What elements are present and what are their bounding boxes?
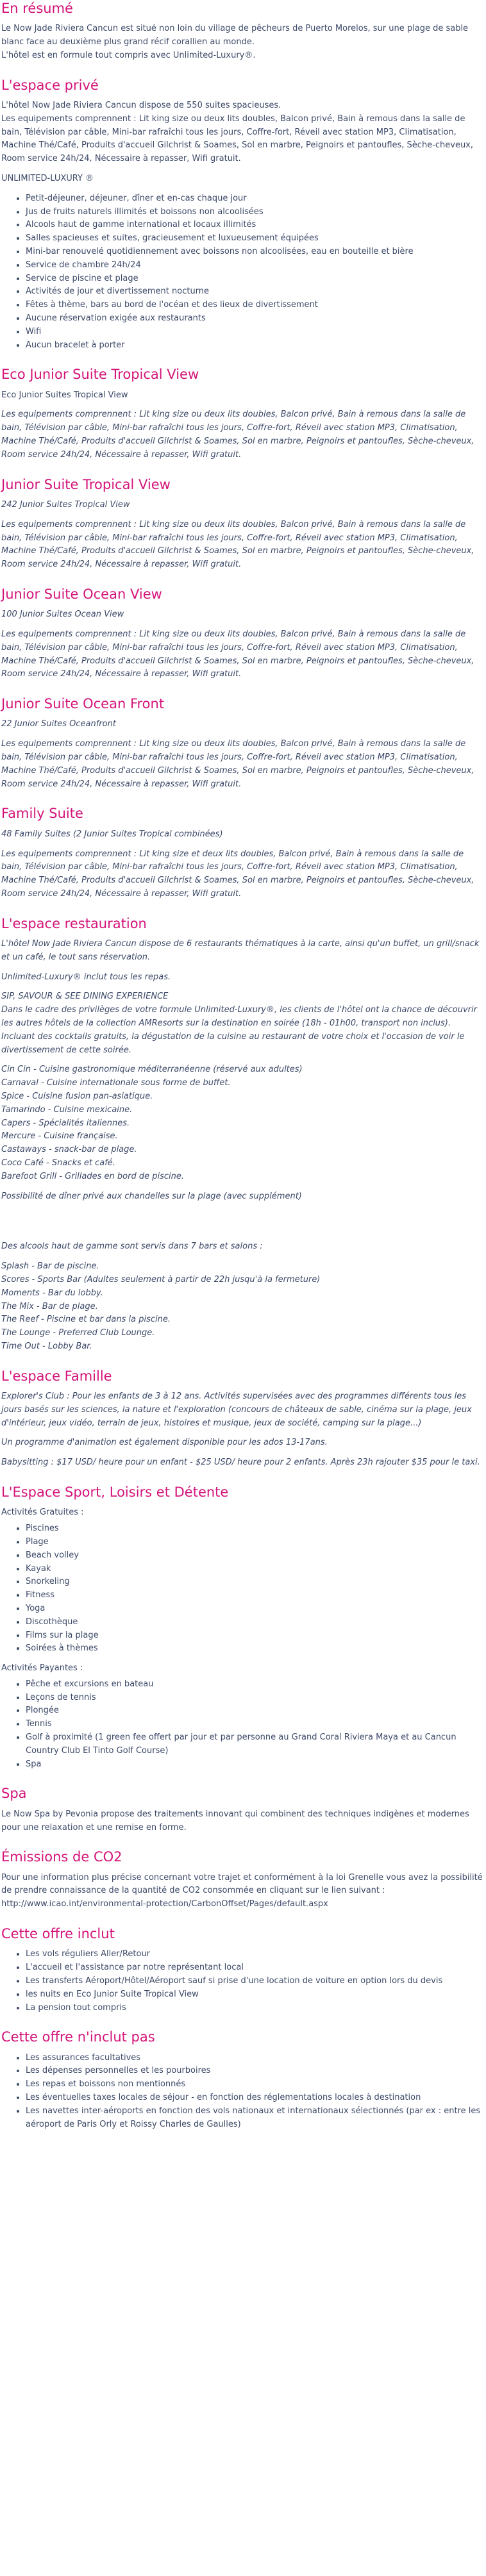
list-item: • Pêche et excursions en bateau [26,1678,486,1691]
room-subtitle: 100 Junior Suites Ocean View [1,610,124,620]
sip-title: SIP, SAVOUR & SEE DINING EXPERIENCE [1,992,169,1002]
list-item: • Films sur la plage [26,1629,486,1643]
excludes-section [1,2029,486,2131]
restaurants-intro: L'hôtel Now Jade Riviera Cancun dispose de 6 restaurants thématiques à la carte, ainsi qu'un buffet, un grill/snack et un café, le tout sans réservation. [1,939,480,962]
list-item: Castaways - snack-bar de plage. [1,1145,137,1155]
list-item: • Fitness [26,1589,486,1602]
excludes-list [1,2052,486,2132]
room-section-junior-ocean-view [1,586,486,681]
room-section-family-suite [1,805,486,901]
room-subtitle: 48 Family Suites (2 Junior Suites Tropical combinées) [1,829,223,839]
room-equipment: Les equipements comprennent : Lit king size et deux lits doubles, Balcon privé, Bain à remous dans la salle de bain, Télévision par câble, Mini-bar rafraîchi tous les jours, Coffre-fort, Réveil avec station MP3, Climatisation, Machine Thé/Café, Produits d'accueil Gilchrist & Soames, Sol en marbre, Peignoirs et pantoufles, Sèche-cheveux, Room service 24h/24, Nécessaire à repasser, Wifi gratuit. [1,849,474,899]
list-item: • Piscines [26,1522,486,1536]
includes-title: Cette offre inclut [1,1926,115,1942]
unlimited-luxury-list [1,192,486,353]
list-item: • Kayak [26,1563,486,1576]
list-item: • Les éventuelles taxes locales de séjour - en fonction des réglementations locales à destination [26,2091,486,2105]
list-item: • Les vols réguliers Aller/Retour [26,1948,486,1961]
list-item: • Leçons de tennis [26,1691,486,1705]
list-item: Cin Cin - Cuisine gastronomique méditerranéenne (réservé aux adultes) [1,1065,303,1075]
list-item: • Plage [26,1536,486,1549]
list-item: • Tennis [26,1718,486,1731]
room-equipment: Les equipements comprennent : Lit king size ou deux lits doubles, Balcon privé, Bain à remous dans la salle de bain, Télévision par câble, Mini-bar rafraîchi tous les jours, Coffre-fort, Réveil avec station MP3, Climatisation, Machine Thé/Café, Produits d'accueil Gilchrist & Soames, Sol en marbre, Peignoirs et pantoufles, Sèche-cheveux, Room service 24h/24, Nécessaire à repasser, Wifi gratuit. [1,739,474,789]
list-item: Tamarindo - Cuisine mexicaine. [1,1104,133,1115]
list-item: • L'accueil et l'assistance par notre représentant local [26,1961,486,1975]
summary-text: Le Now Jade Riviera Cancun est situé non loin du village de pêcheurs de Puerto Morelos, sur une plage de sable blanc face au deuxième plus grand récif corallien au monde. [1,24,469,47]
list-item: • Discothèque [26,1616,486,1629]
list-item: The Mix - Bar de plage. [1,1301,98,1311]
list-item: • Les navettes inter-aéroports en fonction des vols nationaux et internationaux sélectionnés (par ex : entre les aéroport de Paris Orly et Roissy Charles de Gaulles) [26,2105,486,2132]
spa-title: Spa [1,1786,27,1802]
room-subtitle: 242 Junior Suites Tropical View [1,499,130,510]
list-item: • Spa [26,1758,486,1772]
list-item: • Service de chambre 24h/24 [26,259,486,272]
summary-title: En résumé [1,1,73,16]
list-item: • Wifi [26,326,486,339]
bars-list [1,1260,486,1354]
list-item: Spice - Cuisine fusion pan-asiatique. [1,1092,153,1101]
list-item: • Petit-déjeuner, déjeuner, dîner et en-cas chaque jour [26,192,486,206]
private-space-intro: L'hôtel Now Jade Riviera Cancun dispose de 550 suites spacieuses. [1,100,281,110]
summary-section [1,0,486,63]
list-item: • Les transferts Aéroport/Hôtel/Aéroport sauf si prise d'une location de voiture en option lors du devis [26,1975,486,1988]
list-item: • Jus de fruits naturels illimités et boissons non alcoolisées [26,206,486,219]
list-item: • Soirées à thèmes [26,1642,486,1656]
room-title: Junior Suite Ocean Front [1,696,165,712]
free-activities-title: Activités Gratuites : [1,1508,84,1518]
list-item: • Activités de jour et divertissement nocturne [26,285,486,299]
list-item: • Mini-bar renouvelé quotidiennement avec boissons non alcoolisées, eau en bouteille et bière [26,245,486,259]
family-section [1,1368,486,1470]
list-item: • Les repas et boissons non mentionnés [26,2078,486,2091]
free-activities-list [1,1522,486,1656]
list-item: Time Out - Lobby Bar. [1,1341,92,1351]
spa-section [1,1785,486,1834]
restaurants-unlimited: Unlimited-Luxury® inclut tous les repas. [1,972,171,982]
unlimited-luxury-title: UNLIMITED-LUXURY ® [1,173,94,183]
room-subtitle: Eco Junior Suites Tropical View [1,390,128,400]
restaurant-list [1,1063,486,1183]
room-title: Junior Suite Ocean View [1,586,162,602]
summary-text-2: L'hôtel est en formule tout compris avec Unlimited-Luxury®. [1,50,256,60]
list-item: • La pension tout compris [26,2002,486,2015]
spa-text: Le Now Spa by Pevonia propose des traitements innovant qui combinent des techniques indigènes et modernes pour une relaxation et une remise en forme. [1,1809,469,1832]
excludes-title: Cette offre n'inclut pas [1,2029,155,2045]
includes-list [1,1948,486,2015]
list-item: • Aucune réservation exigée aux restaurants [26,312,486,326]
room-title: Family Suite [1,806,83,822]
list-item: • Plongée [26,1704,486,1718]
room-section-junior-tropical [1,476,486,572]
list-item: • Les dépenses personnelles et les pourboires [26,2065,486,2078]
list-item: Carnaval - Cuisine internationale sous forme de buffet. [1,1078,231,1088]
private-space-title: L'espace privé [1,77,99,93]
room-section-junior-ocean-front [1,695,486,791]
list-item: • Service de piscine et plage [26,272,486,286]
list-item: Splash - Bar de piscine. [1,1261,99,1272]
sip-text: Dans le cadre des privilèges de votre formule Unlimited-Luxury®, les clients de l'hôtel ont la chance de découvrir les autres hôtels de la collection AMResorts sur la destination en soirée (18h - 01h00, transport non inclus). Incluant des cocktails gratuits, la dégustation de la cuisine au restaurant de votre choix et l'occasion de voir le divertissement de cette soirée. [1,1005,477,1055]
room-equipment: Les equipements comprennent : Lit king size ou deux lits doubles, Balcon privé, Bain à remous dans la salle de bain, Télévision par câble, Mini-bar rafraîchi tous les jours, Coffre-fort, Réveil avec station MP3, Climatisation, Machine Thé/Café, Produits d'accueil Gilchrist & Soames, Sol en marbre, Peignoirs et pantoufles, Sèche-cheveux, Room service 24h/24, Nécessaire à repasser, Wifi gratuit. [1,629,474,679]
list-item: • Yoga [26,1602,486,1616]
private-space-section [1,77,486,353]
family-title: L'espace Famille [1,1368,112,1384]
family-text-2: Un programme d'animation est également disponible pour les ados 13-17ans. [1,1438,328,1448]
list-item: • Golf à proximité (1 green fee offert par jour et par personne au Grand Coral Riviera Maya et au Cancun Country Club El Tinto Golf Course) [26,1731,486,1758]
list-item: • Aucun bracelet à porter [26,339,486,353]
room-title: Eco Junior Suite Tropical View [1,367,199,383]
list-item: • les nuits en Eco Junior Suite Tropical View [26,1988,486,2002]
family-text-1: Explorer's Club : Pour les enfants de 3 à 12 ans. Activités supervisées avec des programmes différents tous les jours basés sur les sciences, la nature et l'exploration (concours de châteaux de sable, cinéma sur la plage, jeux d'intérieur, jeux vidéo, terrain de jeux, histoires et musique, jeux de société, camping sur la plage...) [1,1392,472,1428]
room-equipment: Les equipements comprennent : Lit king size ou deux lits doubles, Balcon privé, Bain à remous dans la salle de bain, Télévision par câble, Mini-bar rafraîchi tous les jours, Coffre-fort, Réveil avec station MP3, Climatisation, Machine Thé/Café, Produits d'accueil Gilchrist & Soames, Sol en marbre, Peignoirs et pantoufles, Sèche-cheveux, Room service 24h/24, Nécessaire à repasser, Wifi gratuit. [1,519,474,570]
bars-intro: Des alcools haut de gamme sont servis dans 7 bars et salons : [1,1242,263,1252]
room-subtitle: 22 Junior Suites Oceanfront [1,719,116,729]
paid-activities-title: Activités Payantes : [1,1663,83,1674]
restaurants-title: L'espace restauration [1,915,147,931]
sport-title: L'Espace Sport, Loisirs et Détente [1,1484,229,1500]
list-item: Capers - Spécialités italiennes. [1,1118,130,1128]
list-item: • Fêtes à thème, bars au bord de l'océan et des lieux de divertissement [26,299,486,312]
paid-activities-list [1,1678,486,1772]
room-title: Junior Suite Tropical View [1,476,171,492]
list-item: Barefoot Grill - Grillades en bord de piscine. [1,1171,184,1181]
room-section-eco-junior-tropical [1,366,486,461]
family-text-3: Babysitting : $17 USD/ heure pour un enfant - $25 USD/ heure pour 2 enfants. Après 23h rajouter $35 pour le taxi. [1,1458,480,1468]
private-dinner-note: Possibilité de dîner privé aux chandelles sur la plage (avec supplément) [1,1191,302,1201]
list-item: • Alcools haut de gamme international et locaux illimités [26,219,486,232]
co2-section [1,1849,486,1911]
list-item: • Salles spacieuses et suites, gracieusement et luxueusement équipées [26,232,486,245]
list-item: • Snorkeling [26,1575,486,1589]
includes-section [1,1925,486,2015]
list-item: • Beach volley [26,1549,486,1563]
list-item: Mercure - Cuisine française. [1,1131,118,1142]
sport-section [1,1484,486,1771]
restaurants-section [1,915,486,1354]
list-item: • Les assurances facultatives [26,2052,486,2065]
room-equipment: Les equipements comprennent : Lit king size ou deux lits doubles, Balcon privé, Bain à remous dans la salle de bain, Télévision par câble, Mini-bar rafraîchi tous les jours, Coffre-fort, Réveil avec station MP3, Climatisation, Machine Thé/Café, Produits d'accueil Gilchrist & Soames, Sol en marbre, Peignoirs et pantoufles, Sèche-cheveux, Room service 24h/24, Nécessaire à repasser, Wifi gratuit. [1,410,474,460]
list-item: Scores - Sports Bar (Adultes seulement à partir de 22h jusqu'à la fermeture) [1,1274,321,1284]
list-item: The Lounge - Preferred Club Lounge. [1,1328,155,1338]
co2-title: Émissions de CO2 [1,1849,122,1865]
list-item: Moments - Bar du lobby. [1,1288,103,1298]
private-space-equipment: Les equipements comprennent : Lit king size ou deux lits doubles, Balcon privé, Bain à remous dans la salle de bain, Télévision par câble, Mini-bar rafraîchi tous les jours, Coffre-fort, Réveil avec station MP3, Climatisation, Machine Thé/Café, Produits d'accueil Gilchrist & Soames, Sol en marbre, Peignoirs et pantoufles, Sèche-cheveux, Room service 24h/24, Nécessaire à repasser, Wifi gratuit. [1,113,474,164]
list-item: Coco Café - Snacks et café. [1,1158,115,1168]
co2-text: Pour une information plus précise concernant votre trajet et conformément à la loi Grenelle vous avez la possibilité de prendre connaissance de la quantité de CO2 consommée en cliquant sur le lien suivant : http://www.icao.int/environmental-protection/CarbonOffset/Pages/default.aspx [1,1872,483,1909]
list-item: The Reef - Piscine et bar dans la piscine. [1,1315,171,1325]
